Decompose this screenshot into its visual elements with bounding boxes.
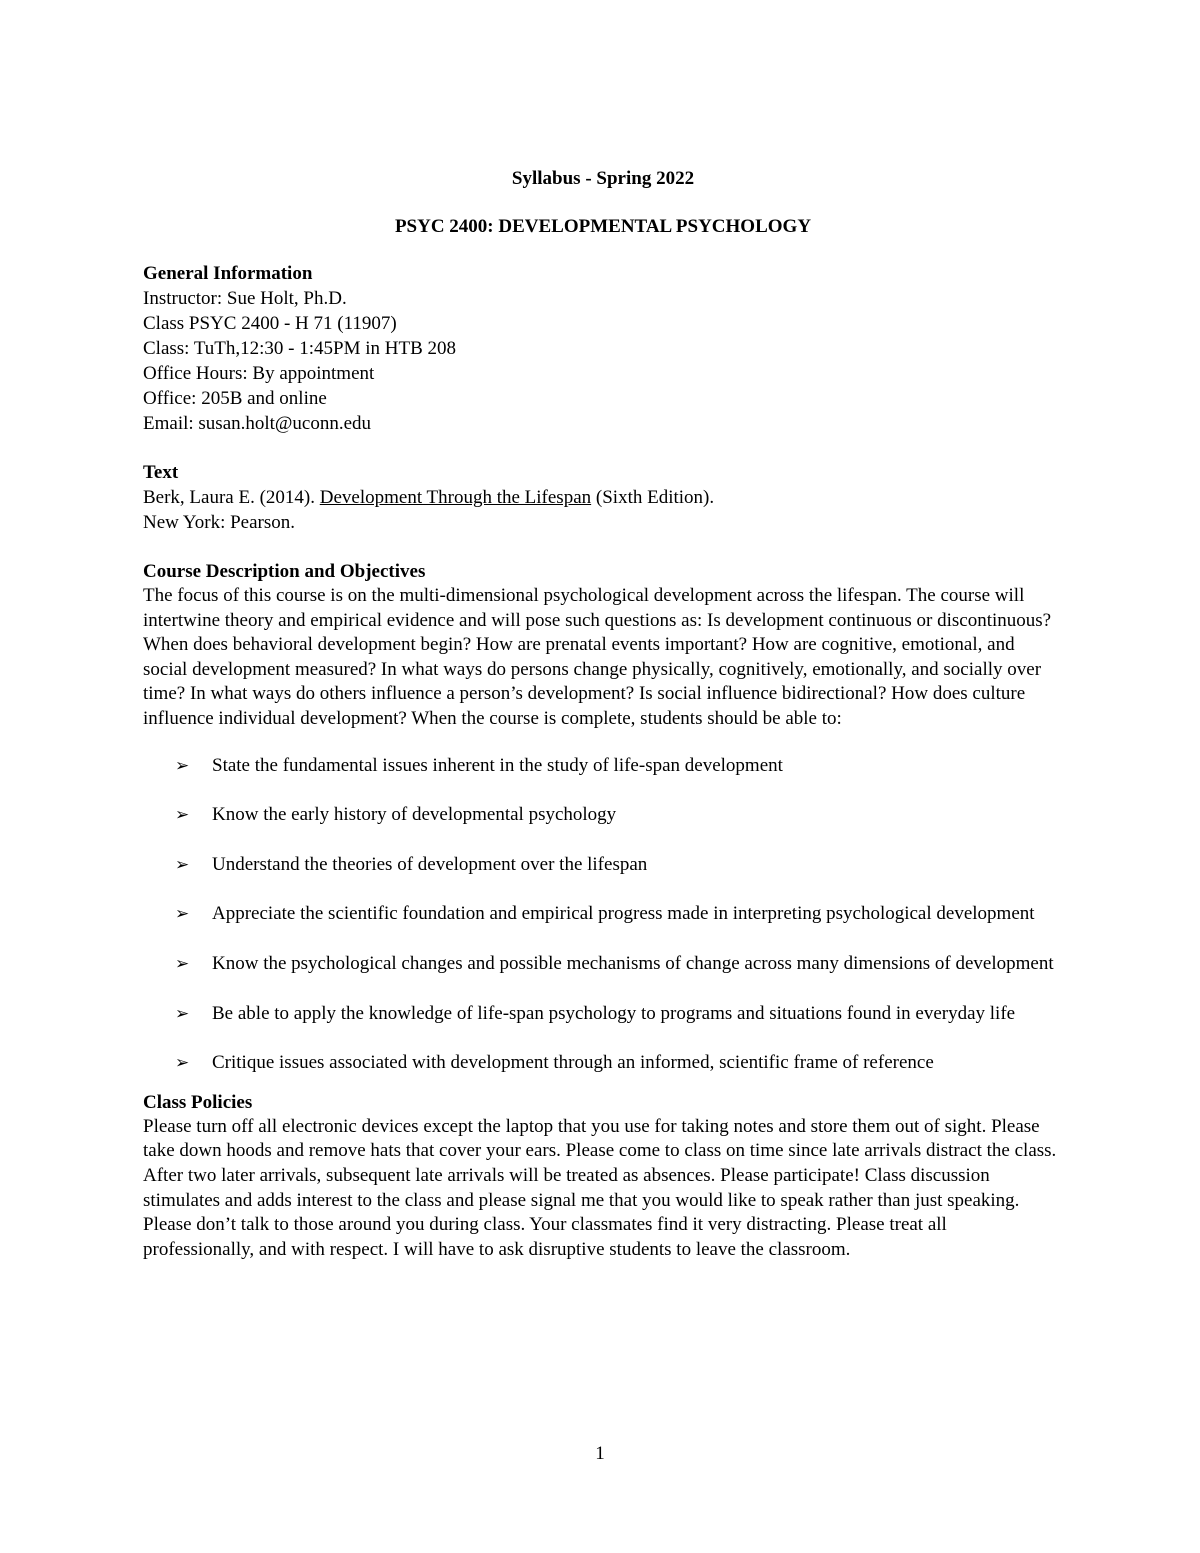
objective-item [143,952,1062,977]
text-heading: Text [143,462,179,483]
objective-item [143,1002,1062,1027]
book-title: Development Through the Lifespan [319,487,592,508]
office-hours-line: Office Hours: By appointment [143,363,375,384]
citation-suffix: (Sixth Edition). [591,487,715,508]
arrow-bullet-icon: ➢ [175,755,190,776]
arrow-bullet-icon: ➢ [175,854,190,875]
general-information-section [143,261,1063,436]
objective-item [143,902,1062,927]
publisher-line: New York: Pearson. [143,512,295,533]
objective-text: Be able to apply the knowledge of life-span psychology to programs and situations found in everyday life [212,1002,1016,1024]
general-information-heading: General Information [143,263,313,284]
objective-item [143,754,1062,779]
page-number: 1 [595,1443,605,1464]
instructor-line: Instructor: Sue Holt, Ph.D. [143,288,347,309]
objective-text: Critique issues associated with development through an informed, scientific frame of reference [212,1052,934,1074]
email-line: Email: susan.holt@uconn.edu [143,413,372,434]
textbook-citation [143,485,1063,510]
class-code-line: Class PSYC 2400 - H 71 (11907) [143,313,397,334]
arrow-bullet-icon: ➢ [175,904,190,925]
objective-text: Know the psychological changes and possible mechanisms of change across many dimensions of development [212,952,1054,974]
course-title: PSYC 2400: DEVELOPMENTAL PSYCHOLOGY [394,216,812,237]
objective-text: Understand the theories of development over the lifespan [212,853,648,875]
objective-item [143,1051,1062,1076]
course-description-section [143,559,1063,1076]
objective-text: State the fundamental issues inherent in the study of life-span development [212,754,783,776]
objective-text: Know the early history of developmental psychology [212,804,617,826]
course-description-heading: Course Description and Objectives [143,561,426,582]
citation-prefix: Berk, Laura E. (2014). [143,487,320,508]
class-policies-section [143,1090,1063,1263]
arrow-bullet-icon: ➢ [175,953,190,974]
class-policies-heading: Class Policies [143,1091,253,1113]
syllabus-title: Syllabus - Spring 2022 [511,168,695,189]
arrow-bullet-icon: ➢ [175,1053,190,1074]
arrow-bullet-icon: ➢ [175,1003,190,1024]
objective-item [143,803,1062,828]
class-schedule-line: Class: TuTh,12:30 - 1:45PM in HTB 208 [143,338,457,359]
text-section [143,460,1063,535]
course-description-paragraph: The focus of this course is on the multi-dimensional psychological development across the lifespan. The course will intertwine theory and empirical evidence and will pose such questions as: Is development continuous or discontinuous? When does behavioral development begin? How are prenatal events important? How are cognitive, emotional, and social development measured? In what ways do persons change physically, cognitively, emotionally, and socially over time? In what ways do others influence a person’s development? Is social influence bidirectional? How does culture influence individual development? When the course is complete, students should be able to: [143,585,1052,729]
objectives-list [143,754,1063,1076]
document-page [143,166,1063,1262]
class-policies-paragraph: Please turn off all electronic devices except the laptop that you use for taking notes and store them out of sight. Please take down hoods and remove hats that cover your ears. Please come to class on time since late arrivals distract the class. After two later arrivals, subsequent late arrivals will be treated as absences. Please participate! Class discussion stimulates and adds interest to the class and please signal me that you would like to speak rather than just speaking. Please don’t talk to those around you during class. Your classmates find it very distracting. Please treat all professionally, and with respect. I will have to ask disruptive students to leave the classroom. [143,1115,1057,1260]
objective-item [143,853,1062,878]
arrow-bullet-icon: ➢ [175,805,190,826]
office-line: Office: 205B and online [143,388,327,409]
objective-text: Appreciate the scientific foundation and empirical progress made in interpreting psychological development [212,903,1035,925]
